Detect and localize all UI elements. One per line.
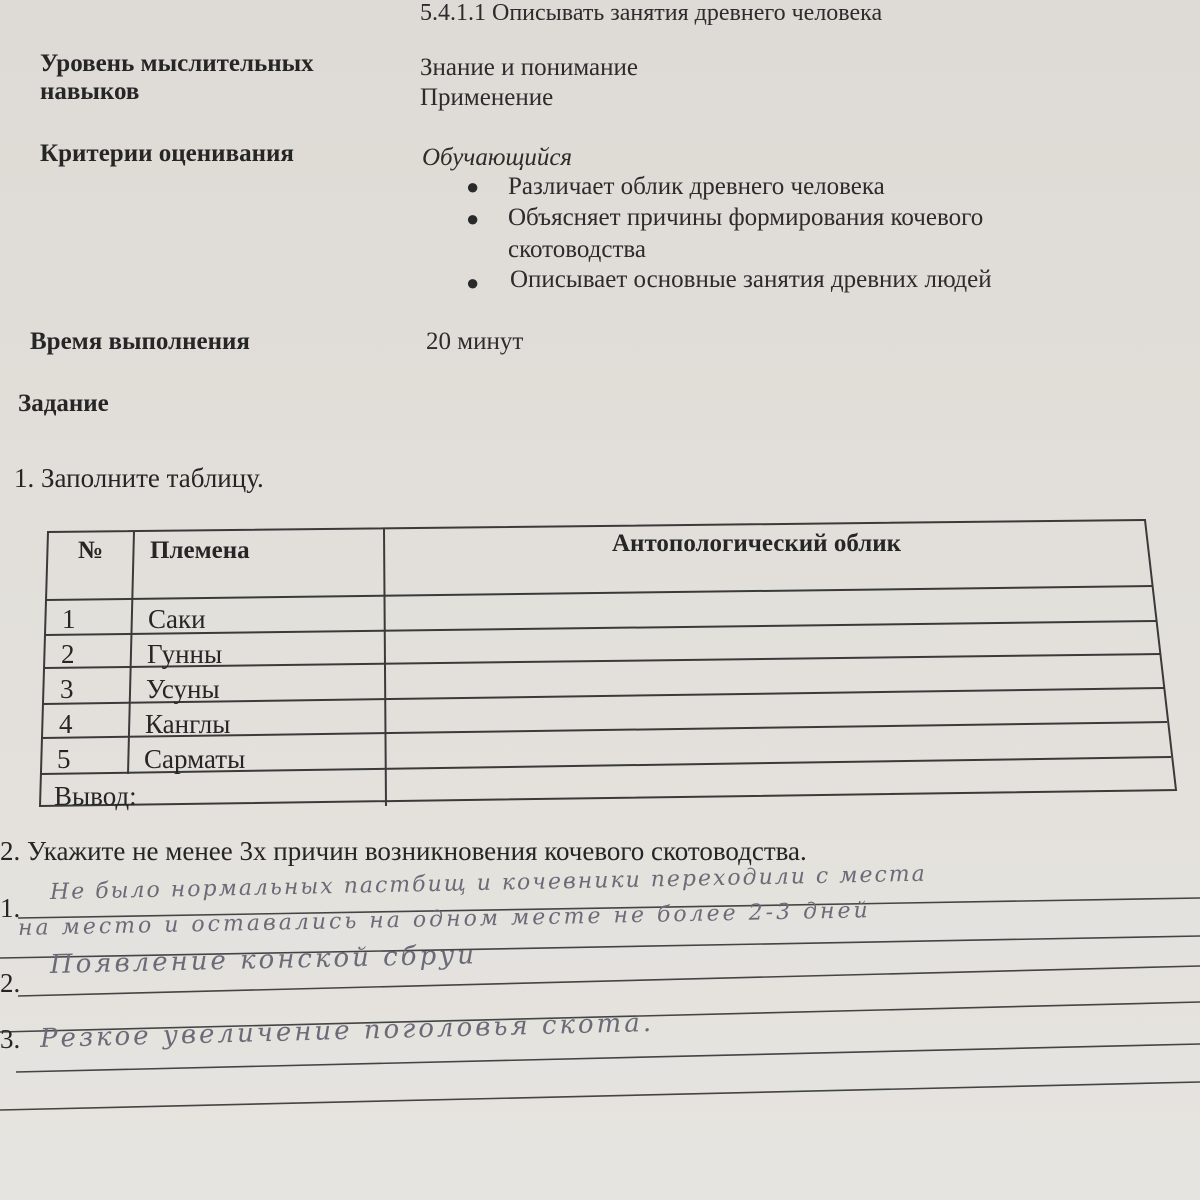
answer-line	[0, 1082, 1200, 1110]
handwritten-answer-3: Резкое увеличение поголовья скота.	[39, 1007, 655, 1054]
skills-label-line2: навыков	[40, 78, 140, 105]
criteria-item-2: Объясняет причины формирования кочевого	[508, 204, 984, 231]
criteria-label: Критерии оценивания	[40, 140, 294, 167]
table-header-tribes: Племена	[150, 537, 250, 564]
table-cell-num: 5	[57, 744, 71, 774]
task-item-1: 1. Заполните таблицу.	[14, 463, 264, 493]
skills-value-1: Знание и понимание	[420, 54, 638, 81]
criteria-intro: Обучающийся	[422, 144, 573, 171]
table-cell-tribe: Саки	[148, 604, 206, 634]
bullet-icon: ●	[466, 270, 480, 295]
table-cell-num: 2	[61, 639, 75, 669]
table-conclusion-label: Вывод:	[54, 781, 137, 811]
criteria-item-1: Различает облик древнего человека	[508, 173, 885, 200]
criteria-item-3: Описывает основные занятия древних людей	[510, 266, 992, 293]
table-header-num: №	[78, 537, 104, 564]
bullet-icon: ●	[466, 206, 480, 231]
task-item-2: 2. Укажите не менее 3х причин возникновения кочевого скотоводства.	[0, 836, 807, 866]
answer-number-1: 1.	[0, 893, 21, 923]
time-value: 20 минут	[426, 328, 524, 355]
table-cell-num: 3	[60, 674, 74, 704]
skills-label-line1: Уровень мыслительных	[40, 50, 314, 77]
time-label: Время выполнения	[30, 328, 250, 355]
table-cell-tribe: Усуны	[146, 674, 220, 704]
bullet-icon: ●	[466, 174, 480, 199]
table-cell-num: 4	[59, 709, 73, 739]
table-cell-tribe: Сарматы	[144, 744, 246, 774]
table-cell-num: 1	[62, 604, 76, 634]
table-header-look: Антопологический облик	[612, 530, 902, 557]
task-heading: Задание	[18, 390, 109, 417]
objective-text: 5.4.1.1 Описывать занятия древнего человека	[420, 0, 883, 26]
answer-number-2: 2.	[0, 968, 21, 998]
table-cell-tribe: Канглы	[145, 709, 231, 739]
skills-value-2: Применение	[420, 84, 554, 111]
handwritten-answer-1-line1: Не было нормальных пастбищ и кочевники переходили с места	[49, 861, 928, 905]
handwritten-answer-1-line2: на место и оставались на одном месте не более 2-3 дней	[17, 898, 871, 941]
answer-number-3: 3.	[0, 1024, 21, 1054]
table-cell-tribe: Гунны	[147, 639, 223, 669]
criteria-item-2-cont: скотоводства	[508, 236, 646, 263]
handwritten-answer-2: Появление конской сбруи	[49, 940, 478, 980]
